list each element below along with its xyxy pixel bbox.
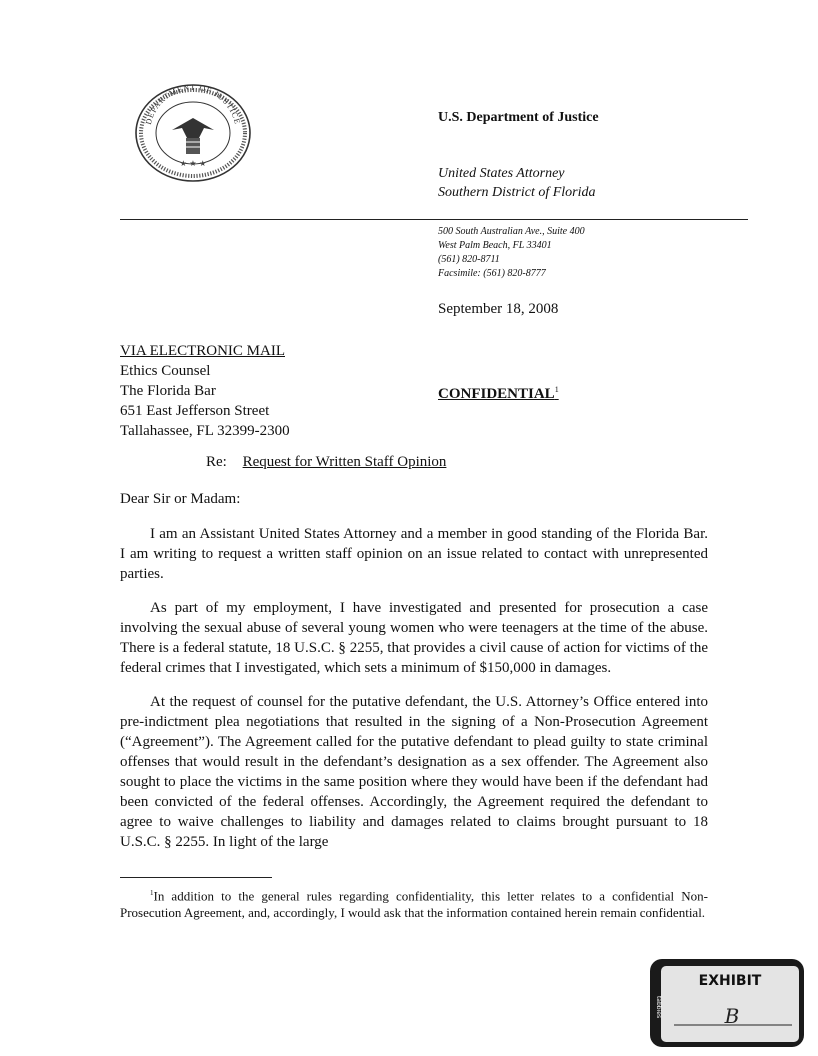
svg-text:★ ★ ★: ★ ★ ★ (179, 159, 207, 168)
letter-body (120, 524, 708, 866)
re-subject: Request for Written Staff Opinion (242, 454, 447, 470)
body-paragraph: As part of my employment, I have investigated and presented for prosecution a case involving the sexual abuse of several young women who were teenagers at the time of the abuse. There is a federal statute, 18 U.S.C. § 2255, that provides a civil cause of action for victims of the federal crimes that I investigated, which sets a minimum of $150,000 in damages. (120, 600, 708, 676)
footnote-number: 1 (150, 889, 154, 897)
recipient-line: Tallahassee, FL 32399-2300 (120, 423, 290, 439)
letter-date: September 18, 2008 (438, 301, 559, 317)
exhibit-sticker (648, 957, 806, 1049)
sticker-brand: tabbies (655, 995, 662, 1019)
doj-seal (128, 78, 258, 188)
footnote-ref: 1 (554, 385, 559, 394)
subject-line (206, 454, 446, 471)
re-label: Re: (206, 454, 227, 470)
recipient-line: The Florida Bar (120, 383, 216, 399)
body-paragraph: At the request of counsel for the putative defendant, the U.S. Attorney’s Office entered into pre-indictment plea negotiations that resulted in the signing of a Non-Prosecution Agreement (“Agreement”). The Agreement called for the putative defendant to plead guilty to state criminal offenses that would result in the defendant’s designation as a sex offender. The Agreement also sought to place the victims in the same position where they would have been if the defendant had been convicted of the federal offenses. Accordingly, the Agreement required the defendant to agree to waive challenges to liability and damages related to claims brought pursuant to 18 U.S.C. § 2255. In light of the large (120, 694, 708, 850)
letterhead-rule (120, 219, 748, 220)
address-line: West Palm Beach, FL 33401 (438, 240, 552, 251)
seal-text: DEPARTMENT OF JUSTICE (143, 82, 243, 126)
office-district: Southern District of Florida (438, 185, 596, 200)
recipient-line: 651 East Jefferson Street (120, 403, 270, 419)
office-title: United States Attorney (438, 166, 565, 181)
address-line: 500 South Australian Ave., Suite 400 (438, 226, 585, 237)
footnote-text: In addition to the general rules regarding confidentiality, this letter relates to a confidential Non-Prosecution Agreement, and, accordingly, I would ask that the information contained herein remain confidential. (120, 888, 708, 921)
salutation: Dear Sir or Madam: (120, 491, 241, 507)
delivery-method: VIA ELECTRONIC MAIL (120, 343, 285, 359)
recipient-line: Ethics Counsel (120, 363, 211, 379)
office-address (438, 225, 585, 281)
body-paragraph: I am an Assistant United States Attorney and a member in good standing of the Florida Bar. I am writing to request a written staff opinion on an issue related to contact with unrepresented parties. (120, 526, 708, 582)
exhibit-mark: B (724, 1004, 740, 1028)
confidential-text: CONFIDENTIAL (438, 386, 555, 402)
office-block (438, 164, 596, 202)
address-line: (561) 820-8711 (438, 254, 500, 265)
footnote (120, 885, 708, 921)
address-line: Facsimile: (561) 820-8777 (438, 268, 546, 279)
footnote-rule (120, 877, 272, 878)
recipient-block (120, 341, 290, 441)
department-name: U.S. Department of Justice (438, 110, 599, 125)
confidential-label (438, 385, 559, 403)
exhibit-label: EXHIBIT (698, 973, 762, 989)
